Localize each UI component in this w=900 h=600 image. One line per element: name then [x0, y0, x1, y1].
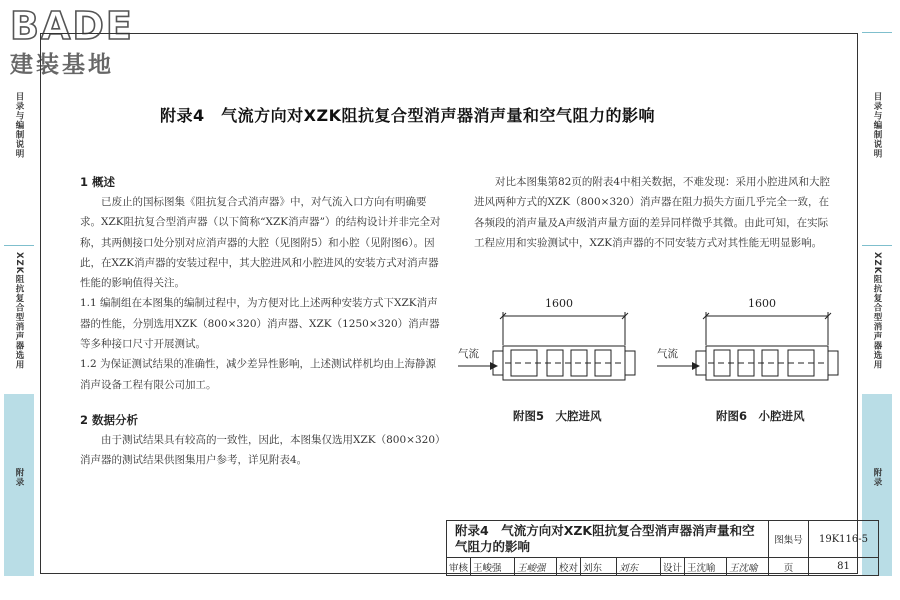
fig6-dimension-label: 1600 — [748, 297, 776, 310]
check-label: 校对 — [557, 558, 581, 576]
designer-name: 王沈喻 — [685, 558, 727, 576]
design-label: 设计 — [661, 558, 685, 576]
right-tab-appendix-label: 附录 — [872, 468, 882, 487]
left-tab-contents-label: 目录与编制说明 — [14, 92, 24, 159]
fig5-flow-label: 气流 — [458, 348, 479, 360]
left-tab-product-label: XZK阻抗复合型消声器选用 — [14, 252, 24, 370]
atlas-number-value: 19K116-5 — [809, 521, 879, 558]
overview-item-1-2: 1.2 为保证测试结果的准确性，减少差异性影响，上述测试样机均由上海静源消声设备工程有限公司加工。 — [80, 358, 437, 391]
reviewer-name: 王峻强 — [471, 558, 515, 576]
right-tab-product-label: XZK阻抗复合型消声器选用 — [872, 252, 882, 370]
fig5-caption: 附图5 大腔进风 — [513, 409, 602, 423]
fig6-inlet-duct — [696, 351, 706, 375]
title-block — [446, 520, 879, 576]
fig6-flow-label: 气流 — [657, 348, 678, 360]
fig5-dimension-label: 1600 — [545, 297, 573, 310]
page-number: 81 — [809, 558, 879, 576]
right-tab-contents-label: 目录与编制说明 — [872, 92, 882, 159]
checker-name: 刘东 — [581, 558, 617, 576]
section-heading-overview: 1 概述 — [80, 175, 116, 189]
title-block-title: 附录4 气流方向对XZK阻抗复合型消声器消声量和空气阻力的影响 — [447, 521, 769, 558]
review-label: 审核 — [447, 558, 471, 576]
checker-signature: 刘东 — [617, 558, 661, 576]
page-title: 附录4 气流方向对XZK阻抗复合型消声器消声量和空气阻力的影响 — [160, 106, 655, 125]
fig6-caption: 附图6 小腔进风 — [716, 409, 805, 423]
overview-paragraph: 已废止的国标图集《阻抗复合式消声器》中，对气流入口方向有明确要求。XZK阻抗复合型消声器（以下简称“XZK消声器”）的结构设计并非完全对称，其两侧接口处分别对应消声器的大腔（见图附5）和小腔（见附图6）。因此，在XZK消声器的安装过程中，其大腔进风和小腔进风的安装方式对消声器性能的影响值得关注。 — [80, 196, 441, 290]
left-tab-appendix-label: 附录 — [14, 468, 24, 487]
logo-wordmark: BADE — [10, 4, 134, 48]
section-heading-analysis: 2 数据分析 — [80, 413, 139, 427]
fig6-outlet-duct — [828, 351, 838, 375]
comparison-paragraph: 对比本图集第82页的附表4中相关数据，不难发现：采用小腔进风和大腔进风两种方式的XZK（800×320）消声器在阻力损失方面几乎完全一致，在各频段的消声量及A声级消声量方面的差异同样微乎其微。由此可知，在实际工程应用和实验测试中，XZK消声器的不同安装方式对其性能无明显影响。 — [474, 176, 831, 249]
overview-item-1-1: 1.1 编制组在本图集的编制过程中，为方便对比上述两种安装方式下XZK消声器的性能，分别选用XZK（800×320）消声器、XZK（1250×320）消声器等多种接口尺寸开展测试。 — [80, 297, 440, 351]
logo-subtitle: 建装基地 — [10, 52, 114, 78]
reviewer-signature: 王峻强 — [515, 558, 557, 576]
atlas-number-label: 图集号 — [769, 521, 809, 558]
page-label: 页 — [769, 558, 809, 576]
designer-signature: 王沈喻 — [727, 558, 769, 576]
analysis-paragraph: 由于测试结果具有较高的一致性，因此，本图集仅选用XZK（800×320）消声器的测试结果供图集用户参考，详见附表4。 — [80, 434, 441, 467]
